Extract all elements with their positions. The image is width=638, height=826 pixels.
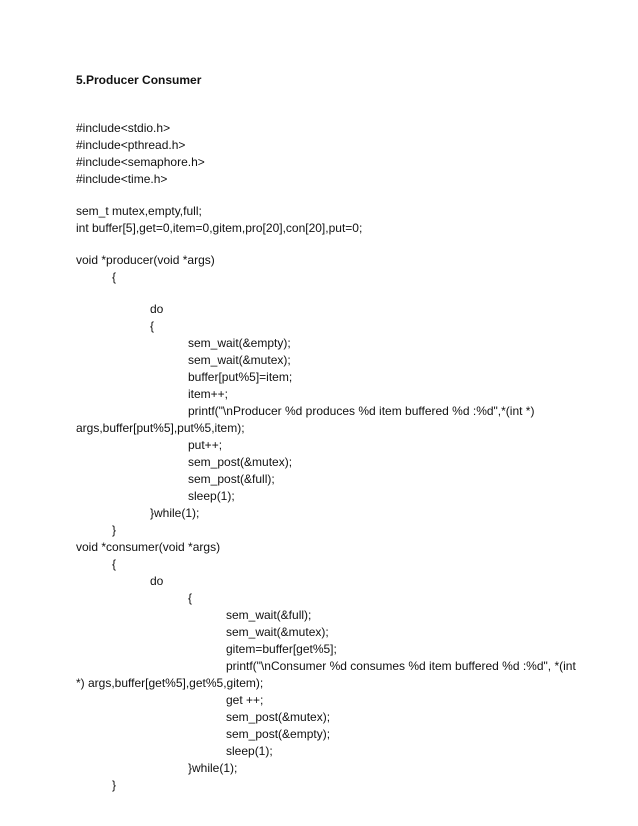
code-line: void *consumer(void *args)	[76, 540, 221, 554]
code-line: {	[112, 557, 117, 571]
code-line: do	[150, 302, 164, 316]
code-line: do	[150, 574, 164, 588]
code-line: *) args,buffer[get%5],get%5,gitem);	[76, 676, 264, 690]
code-line: {	[188, 591, 193, 605]
code-line: sem_post(&empty);	[226, 727, 331, 741]
code-line: sem_post(&mutex);	[226, 710, 331, 724]
code-line: {	[150, 319, 155, 333]
code-line: sleep(1);	[188, 489, 235, 503]
code-line: {	[112, 270, 117, 284]
code-line: #include<time.h>	[76, 172, 168, 186]
code-line: }while(1);	[150, 506, 200, 520]
code-line: sem_wait(&mutex);	[226, 625, 329, 639]
code-line: put++;	[188, 438, 223, 452]
code-line: #include<semaphore.h>	[76, 155, 205, 169]
code-line: #include<pthread.h>	[76, 138, 186, 152]
code-line: void *producer(void *args)	[76, 253, 215, 267]
code-line: item++;	[188, 387, 229, 401]
code-line: sem_wait(&mutex);	[188, 353, 291, 367]
code-line: printf("\nConsumer %d consumes %d item buffered %d :%d", *(int	[226, 659, 576, 673]
code-line: }	[112, 523, 117, 537]
code-line: sem_wait(&empty);	[188, 336, 291, 350]
code-line: get ++;	[226, 693, 264, 707]
code-line: args,buffer[put%5],put%5,item);	[76, 421, 245, 435]
code-line: }	[112, 778, 117, 792]
code-line: }while(1);	[188, 761, 238, 775]
code-line: sleep(1);	[226, 744, 273, 758]
code-line: int buffer[5],get=0,item=0,gitem,pro[20],con[20],put=0;	[76, 221, 363, 235]
code-line: gitem=buffer[get%5];	[226, 642, 337, 656]
code-line: sem_wait(&full);	[226, 608, 312, 622]
code-line: sem_post(&full);	[188, 472, 275, 486]
code-line: printf("\nProducer %d produces %d item buffered %d :%d",*(int *)	[188, 404, 535, 418]
code-line: sem_t mutex,empty,full;	[76, 204, 202, 218]
section-title: 5.Producer Consumer	[76, 73, 202, 87]
code-line: sem_post(&mutex);	[188, 455, 293, 469]
code-line: buffer[put%5]=item;	[188, 370, 293, 384]
code-line: #include<stdio.h>	[76, 121, 171, 135]
